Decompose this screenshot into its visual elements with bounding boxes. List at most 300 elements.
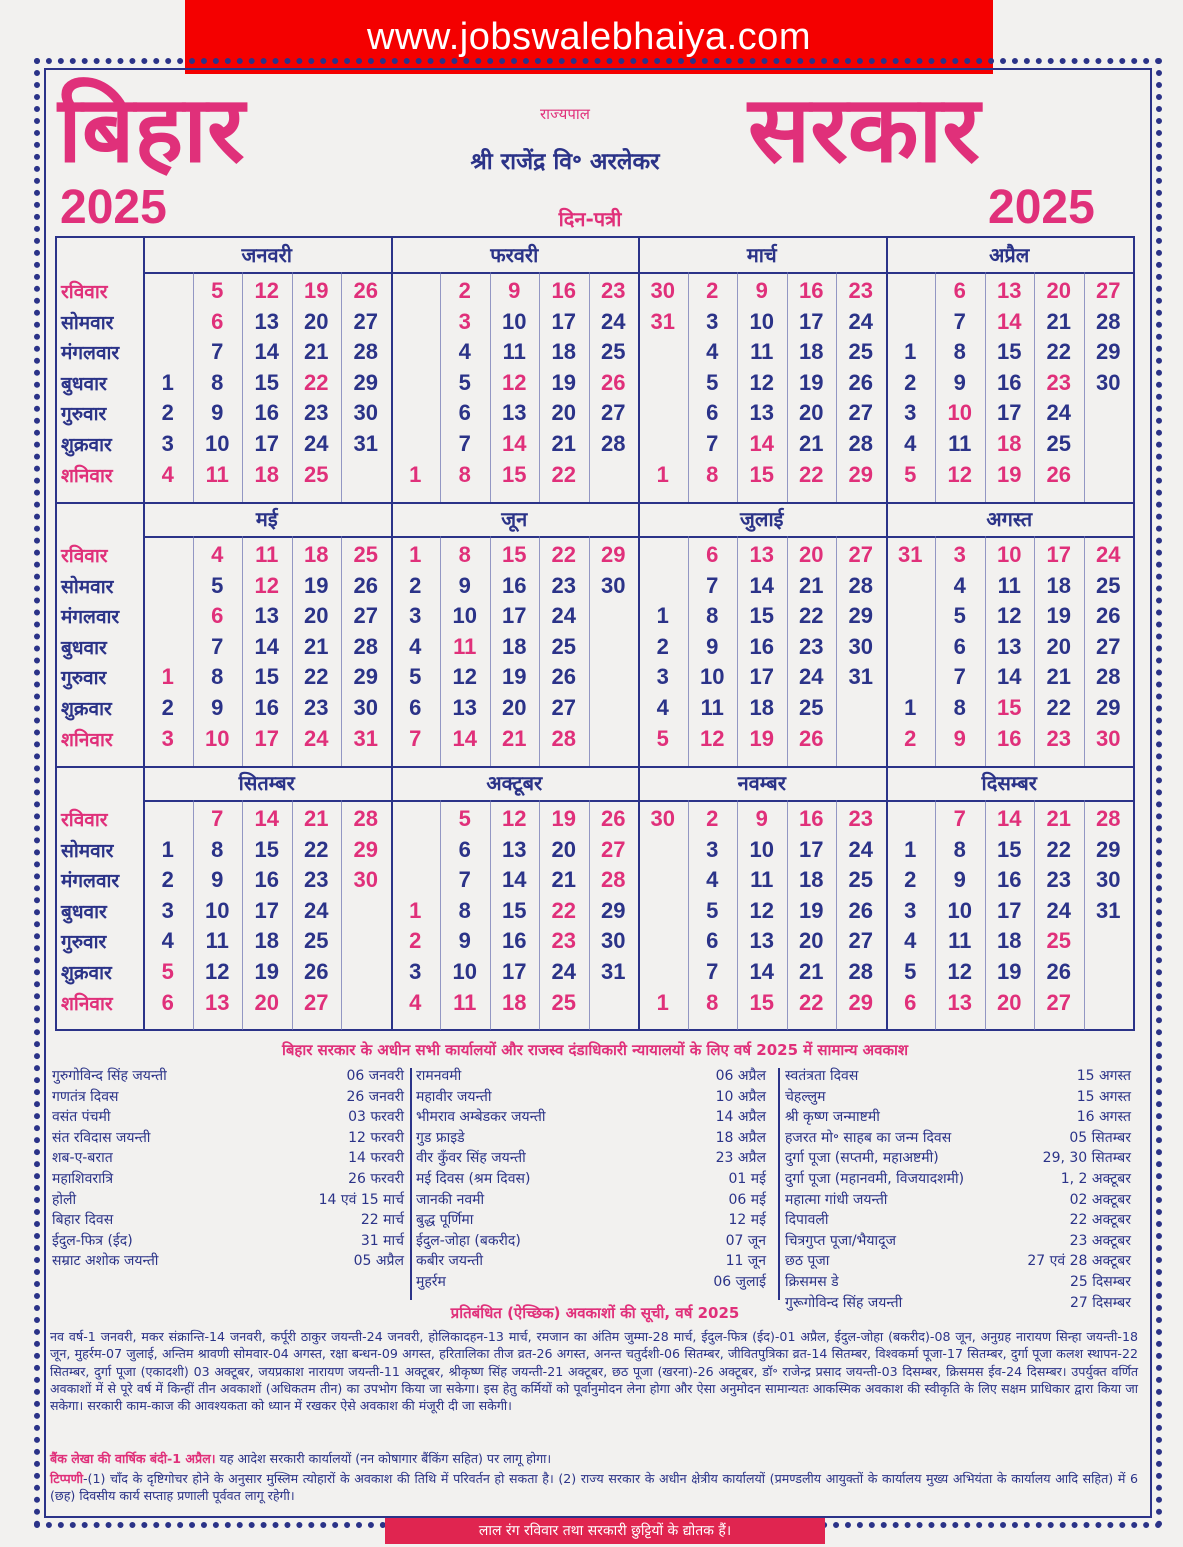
date-cell: 25 [848,339,873,365]
date-cell: 19 [799,897,824,923]
date-cell: 1 [409,542,422,567]
holiday-row [416,1148,766,1169]
column-line [589,536,590,766]
date-cell: 15 [749,989,774,1015]
holiday-row [416,1210,766,1231]
column-divider [778,1068,780,1300]
date-cell: 19 [254,959,279,984]
holiday-row [785,1169,1131,1190]
holiday-row [416,1066,766,1087]
day-label: शुक्रवार [61,434,112,456]
date-cell: 3 [458,308,471,334]
holiday-name: हजरत मो॰ साहब का जन्म दिवस [785,1129,952,1146]
date-cell: 24 [848,308,873,334]
date-cell: 2 [409,928,422,954]
holiday-row [785,1231,1131,1252]
date-cell: 11 [750,867,774,893]
holiday-row [52,1128,404,1149]
holiday-name: गुड फ्राइडे [416,1129,465,1146]
date-cell: 12 [947,959,972,984]
date-cell: 1 [904,695,917,720]
date-cell: 13 [997,633,1022,659]
holiday-row [52,1087,404,1108]
date-cell: 30 [353,867,378,893]
day-label: बुधवार [61,372,107,395]
date-cell: 18 [254,928,279,954]
bank-closing-label: बैंक लेखा की वार्षिक बंदी-1 अप्रैल। [50,1451,216,1466]
holiday-row [785,1251,1131,1272]
date-cell: 23 [304,867,329,893]
date-cell: 25 [848,867,873,893]
holiday-name: चित्रगुप्त पूजा/भैयादूज [785,1232,896,1249]
date-cell: 7 [211,339,224,365]
holiday-row [52,1169,404,1190]
holiday-date: 1, 2 अक्टूबर [1060,1170,1131,1187]
holiday-name: क्रिसमस डे [785,1273,839,1290]
day-label: रविवार [61,545,108,567]
date-cell: 16 [997,369,1022,395]
date-cell: 24 [551,959,576,984]
date-cell: 16 [799,278,824,303]
date-cell: 20 [304,603,329,629]
month-name: अगस्त [986,507,1033,531]
holiday-row [416,1231,766,1252]
date-cell: 16 [502,572,527,598]
date-cell: 24 [1046,897,1071,923]
date-cell: 3 [953,542,966,567]
date-cell: 24 [799,664,824,690]
date-cell: 13 [205,989,230,1015]
date-cell: 8 [211,836,224,862]
date-cell: 13 [502,836,527,862]
date-cell: 3 [904,897,917,923]
date-cell: 27 [304,989,329,1015]
holiday-row [416,1251,766,1272]
date-cell: 4 [211,542,224,567]
date-cell: 25 [1046,431,1071,456]
date-cell: 24 [304,897,329,923]
date-cell: 24 [601,308,626,334]
date-cell: 22 [304,369,329,395]
holiday-row [416,1190,766,1211]
date-cell: 21 [304,633,329,659]
date-cell: 20 [1046,633,1071,659]
holiday-name: जानकी नवमी [416,1191,485,1208]
date-cell: 26 [304,959,329,984]
holiday-row [785,1107,1131,1128]
date-cell: 30 [601,572,626,598]
date-cell: 21 [551,431,576,456]
day-label: सोमवार [61,311,114,334]
date-cell: 14 [749,431,774,456]
date-cell: 18 [997,431,1022,456]
date-cell: 11 [453,989,477,1015]
date-cell: 31 [898,542,923,567]
date-cell: 17 [997,400,1022,426]
holiday-name: सम्राट अशोक जयन्ती [52,1253,159,1270]
date-cell: 26 [1046,959,1071,984]
date-cell: 5 [161,959,174,984]
date-cell: 22 [551,461,576,487]
date-cell: 20 [799,928,824,954]
date-cell: 22 [304,664,329,690]
date-cell: 28 [601,431,626,456]
date-cell: 23 [304,400,329,426]
holiday-date: 22 मार्च [360,1212,404,1229]
date-cell: 19 [502,664,527,690]
date-cell: 28 [848,572,873,598]
date-cell: 10 [205,725,230,751]
date-cell: 2 [706,278,719,303]
website-banner[interactable]: www.jobswalebhaiya.com [185,0,993,74]
date-cell: 29 [1096,695,1121,720]
month-name: जून [501,507,528,531]
date-cell: 19 [799,369,824,395]
date-cell: 1 [656,989,669,1015]
date-cell: 12 [700,725,725,751]
date-cell: 8 [458,542,471,567]
date-cell: 28 [601,867,626,893]
day-label: शनिवार [61,728,113,751]
holiday-name: शब-ए-बरात [52,1150,113,1167]
date-cell: 2 [904,867,917,893]
date-cell: 23 [848,806,873,831]
month-name: सितम्बर [238,771,295,795]
date-cell: 2 [904,725,917,751]
year-left: 2025 [60,181,167,234]
date-cell: 6 [706,542,719,567]
date-cell: 12 [502,806,527,831]
date-cell: 2 [904,369,917,395]
date-cell: 8 [706,989,719,1015]
date-cell: 19 [304,572,329,598]
date-cell: 31 [601,959,626,984]
date-cell: 27 [1046,989,1071,1015]
holiday-name: श्री कृष्ण जन्माष्टमी [785,1109,880,1126]
date-cell: 21 [304,339,329,365]
date-cell: 8 [706,461,719,487]
date-cell: 4 [953,572,966,598]
date-cell: 18 [551,339,576,365]
holiday-date: 06 मई [728,1191,766,1208]
date-cell: 27 [1096,633,1121,659]
date-cell: 3 [161,725,174,751]
date-cell: 31 [353,725,378,751]
date-cell: 13 [749,542,774,567]
date-cell: 26 [799,725,824,751]
date-cell: 9 [211,400,224,426]
date-cell: 30 [650,278,675,303]
date-cell: 24 [304,431,329,456]
date-cell: 31 [650,308,675,334]
holiday-name: गणतंत्र दिवस [52,1088,119,1105]
date-cell: 29 [353,836,378,862]
date-cell: 5 [706,897,719,923]
date-cell: 9 [755,806,768,831]
holiday-date: 25 दिसम्बर [1069,1273,1131,1290]
date-cell: 9 [508,278,521,303]
date-cell: 16 [254,867,279,893]
remarks-label: टिप्पणी [50,1471,84,1486]
date-cell: 6 [458,836,471,862]
date-cell: 17 [551,308,576,334]
date-cell: 22 [1046,339,1071,365]
date-cell: 5 [656,725,669,751]
date-cell: 6 [706,400,719,426]
date-cell: 26 [551,664,576,690]
date-cell: 11 [255,542,279,567]
optional-holidays-title: प्रतिबंधित (ऐच्छिक) अवकाशों की सूची, वर्ष 2025 [450,1304,740,1322]
date-cell: 26 [1096,603,1121,629]
date-cell: 29 [601,897,626,923]
holiday-date: 22 अक्टूबर [1069,1212,1131,1229]
holiday-date: 16 अगस्त [1076,1109,1131,1126]
date-cell: 27 [848,542,873,567]
date-cell: 5 [409,664,422,690]
date-cell: 14 [254,806,279,831]
date-cell: 20 [799,400,824,426]
date-cell: 17 [502,603,527,629]
holiday-column-1 [52,1066,404,1272]
date-cell: 3 [161,431,174,456]
holiday-name: महावीर जयन्ती [416,1088,492,1105]
date-cell: 4 [904,928,917,954]
holiday-date: 15 अगस्त [1076,1088,1131,1105]
date-cell: 5 [211,572,224,598]
date-cell: 2 [161,867,174,893]
date-cell: 30 [601,928,626,954]
holiday-date: 15 अगस्त [1076,1068,1131,1084]
date-cell: 13 [997,278,1022,303]
date-cell: 7 [706,572,719,598]
month-name: जनवरी [241,243,292,267]
holiday-name: गुरुगोविन्द सिंह जयन्ती [52,1068,167,1084]
date-cell: 16 [254,400,279,426]
date-cell: 6 [211,603,224,629]
date-cell: 29 [848,461,873,487]
date-cell: 13 [254,603,279,629]
date-cell: 9 [458,572,471,598]
date-cell: 23 [1046,369,1071,395]
date-cell: 7 [953,806,966,831]
day-label: मंगलवार [61,606,120,629]
remarks-note [50,1470,1138,1505]
holiday-name: संत रविदास जयन्ती [52,1129,151,1146]
date-cell: 24 [1096,542,1121,567]
date-cell: 21 [799,959,824,984]
month-name: मार्च [746,243,777,267]
date-cell: 5 [904,461,917,487]
date-cell: 19 [1046,603,1071,629]
date-cell: 21 [1046,664,1071,690]
date-cell: 11 [750,339,774,365]
holiday-date: 31 मार्च [360,1232,404,1249]
date-cell: 2 [409,572,422,598]
date-cell: 7 [211,806,224,831]
date-cell: 23 [848,278,873,303]
holiday-date: 05 सितम्बर [1069,1129,1131,1146]
date-cell: 1 [904,836,917,862]
date-cell: 22 [1046,695,1071,720]
date-cell: 27 [353,603,378,629]
date-cell: 5 [904,959,917,984]
date-cell: 8 [953,695,966,720]
date-cell: 25 [601,339,626,365]
date-cell: 2 [656,633,669,659]
date-cell: 6 [953,278,966,303]
date-cell: 21 [799,431,824,456]
holiday-name: गुरूगोविन्द सिंह जयन्ती [785,1294,903,1311]
date-cell: 3 [656,664,669,690]
date-cell: 10 [502,308,527,334]
holiday-row [52,1251,404,1272]
date-cell: 28 [353,633,378,659]
holiday-date: 06 अप्रैल [715,1068,766,1084]
date-cell: 30 [848,633,873,659]
date-cell: 21 [502,725,527,751]
day-label: मंगलवार [61,870,120,893]
date-cell: 22 [1046,836,1071,862]
date-cell: 25 [353,542,378,567]
holiday-name: रामनवमी [416,1068,462,1084]
date-cell: 7 [953,308,966,334]
date-cell: 6 [706,928,719,954]
holiday-date: 06 जुलाई [713,1273,766,1290]
day-label: रविवार [61,809,108,831]
date-cell: 5 [458,806,471,831]
date-cell: 16 [551,278,576,303]
date-cell: 19 [997,959,1022,984]
holiday-name: दुर्गा पूजा (महानवमी, विजयादशमी) [785,1170,965,1187]
date-cell: 21 [1046,806,1071,831]
day-label: बुधवार [61,900,107,923]
date-cell: 10 [947,400,972,426]
date-cell: 4 [706,867,719,893]
date-cell: 26 [848,897,873,923]
holiday-row [416,1087,766,1108]
date-cell: 1 [161,664,174,690]
holiday-date: 10 अप्रैल [715,1088,766,1105]
date-cell: 4 [161,928,174,954]
date-cell: 28 [1096,664,1121,690]
date-cell: 9 [953,369,966,395]
date-cell: 17 [254,431,279,456]
date-cell: 25 [304,928,329,954]
holiday-column-2 [416,1066,766,1293]
date-cell: 12 [997,603,1022,629]
date-cell: 7 [953,664,966,690]
date-cell: 8 [458,897,471,923]
date-cell: 18 [304,542,329,567]
date-cell: 12 [254,572,279,598]
holiday-row [52,1210,404,1231]
date-cell: 11 [205,928,229,954]
date-cell: 1 [161,836,174,862]
date-cell: 29 [353,369,378,395]
holiday-date: 23 अक्टूबर [1069,1232,1131,1249]
holiday-name: मई दिवस (श्रम दिवस) [416,1170,531,1187]
date-cell: 6 [409,695,422,720]
date-cell: 17 [502,959,527,984]
date-cell: 5 [211,278,224,303]
date-cell: 3 [409,959,422,984]
date-cell: 18 [1046,572,1071,598]
date-cell: 13 [502,400,527,426]
date-cell: 15 [254,836,279,862]
date-cell: 15 [997,836,1022,862]
date-cell: 20 [254,989,279,1015]
holiday-date: 29, 30 सितम्बर [1042,1150,1131,1167]
date-cell: 4 [656,695,669,720]
date-cell: 11 [948,928,972,954]
date-cell: 24 [1046,400,1071,426]
day-label: शुक्रवार [61,698,112,720]
date-cell: 27 [551,695,576,720]
holiday-date: 03 फरवरी [348,1109,404,1126]
date-cell: 6 [161,989,174,1015]
column-divider [410,1068,412,1300]
date-cell: 19 [551,369,576,395]
holiday-date: 14 एवं 15 मार्च [318,1191,404,1208]
holiday-name: होली [52,1191,77,1208]
date-cell: 26 [848,369,873,395]
date-cell: 15 [254,664,279,690]
date-cell: 14 [502,867,527,893]
date-cell: 30 [1096,725,1121,751]
holiday-row [416,1272,766,1293]
calendar-label: दिन-पत्री [558,207,622,231]
date-cell: 9 [953,725,966,751]
date-cell: 16 [997,725,1022,751]
date-cell: 14 [254,633,279,659]
date-cell: 15 [749,461,774,487]
date-cell: 27 [353,308,378,334]
date-cell: 9 [458,928,471,954]
date-cell: 17 [799,308,824,334]
date-cell: 26 [601,806,626,831]
date-cell: 31 [1096,897,1121,923]
date-cell: 16 [799,806,824,831]
date-cell: 1 [656,461,669,487]
date-cell: 22 [799,989,824,1015]
date-cell: 14 [997,664,1022,690]
governor-label: राज्यपाल [540,105,590,123]
holiday-name: बुद्ध पूर्णिमा [416,1212,474,1229]
date-cell: 1 [161,369,174,395]
holiday-date: 07 जून [725,1232,766,1249]
date-cell: 13 [749,928,774,954]
date-cell: 15 [997,339,1022,365]
date-cell: 13 [452,695,477,720]
date-cell: 9 [953,867,966,893]
month-name: अक्टूबर [486,771,543,795]
calendar-grid [55,236,1135,1031]
date-cell: 25 [799,695,824,720]
day-label: गुरुवार [61,403,107,426]
date-cell: 18 [254,461,279,487]
date-cell: 6 [458,400,471,426]
date-cell: 8 [953,339,966,365]
date-cell: 12 [254,278,279,303]
date-cell: 27 [848,928,873,954]
date-cell: 17 [997,897,1022,923]
date-cell: 17 [799,836,824,862]
date-cell: 12 [749,369,774,395]
date-cell: 7 [458,431,471,456]
month-name: फरवरी [490,243,539,267]
date-cell: 17 [1046,542,1071,567]
date-cell: 10 [205,431,230,456]
